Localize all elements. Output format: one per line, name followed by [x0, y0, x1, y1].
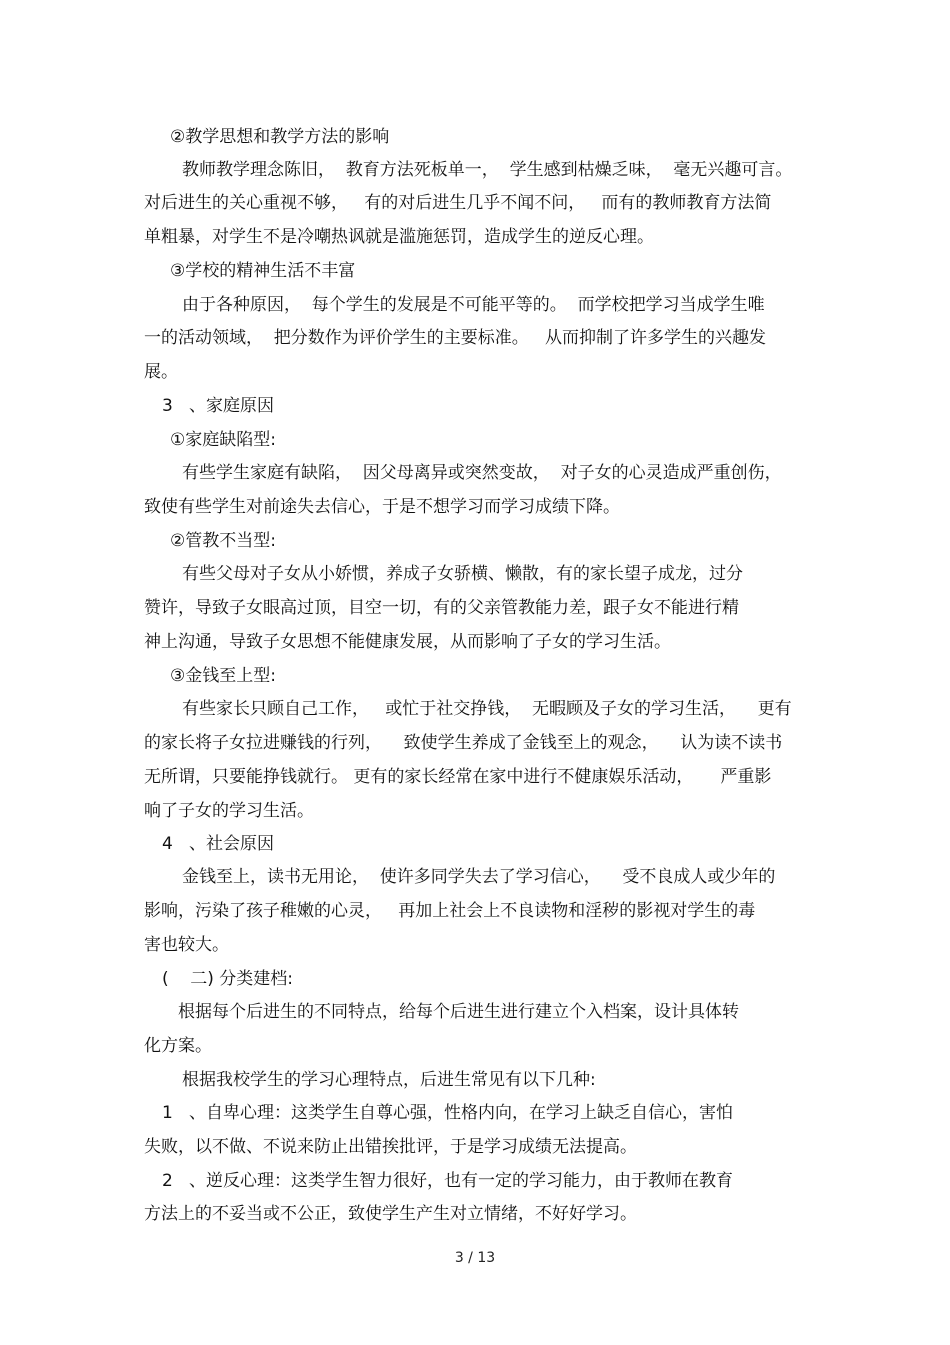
paragraph-line: 单粗暴，对学生不是冷嘲热讽就是滥施惩罚，造成学生的逆反心理。	[144, 227, 654, 247]
paragraph-line: 有些学生家庭有缺陷， 因父母离异或突然变故， 对子女的心灵造成严重创伤，	[182, 463, 782, 483]
paragraph-line: 影响，污染了孩子稚嫩的心灵， 再加上社会上不良读物和淫秽的影视对学生的毒	[144, 901, 756, 921]
paragraph-line: 一的活动领域， 把分数作为评价学生的主要标准。 从而抑制了许多学生的兴趣发	[144, 328, 767, 348]
subheading: ②教学思想和教学方法的影响	[170, 127, 390, 147]
paragraph-line: 金钱至上，读书无用论， 使许多同学失去了学习信心， 受不良成人或少年的	[182, 867, 776, 887]
list-item: 1 、自卑心理：这类学生自尊心强，性格内向，在学习上缺乏自信心，害怕	[162, 1103, 734, 1123]
paragraph-line: 根据每个后进生的不同特点，给每个后进生进行建立个入档案，设计具体转	[178, 1002, 739, 1022]
paragraph-line: 响了子女的学习生活。	[144, 801, 314, 821]
paragraph-line: 方法上的不妥当或不公正，致使学生产生对立情绪，不好好学习。	[144, 1204, 637, 1224]
paragraph-line: 有些家长只顾自己工作， 或忙于社交挣钱， 无暇顾及子女的学习生活， 更有	[182, 699, 792, 719]
subheading: ③金钱至上型:	[170, 666, 276, 686]
list-item: 2 、逆反心理：这类学生智力很好，也有一定的学习能力，由于教师在教育	[162, 1171, 734, 1191]
paragraph-line: 对后进生的关心重视不够， 有的对后进生几乎不闻不问， 而有的教师教育方法简	[144, 193, 772, 213]
paragraph-line: 化方案。	[144, 1036, 212, 1056]
paragraph-line: 根据我校学生的学习心理特点，后进生常见有以下几种:	[182, 1070, 596, 1090]
subheading: ②管教不当型:	[170, 531, 276, 551]
paragraph-line: 赞许，导致子女眼高过顶，目空一切，有的父亲管教能力差，跟子女不能进行精	[144, 598, 739, 618]
paragraph-line: 失败，以不做、不说来防止出错挨批评，于是学习成绩无法提高。	[144, 1137, 637, 1157]
paragraph-line: 有些父母对子女从小娇惯，养成子女骄横、懒散，有的家长望子成龙，过分	[182, 564, 743, 584]
paragraph-line: 神上沟通，导致子女思想不能健康发展，从而影响了子女的学习生活。	[144, 632, 671, 652]
section-heading: ( 二) 分类建档:	[162, 969, 294, 989]
section-heading: 4 、社会原因	[162, 834, 275, 854]
paragraph-line: 教师教学理念陈旧， 教育方法死板单一， 学生感到枯燥乏味， 毫无兴趣可言。	[182, 160, 793, 180]
page-number: 3 / 13	[454, 1250, 496, 1266]
paragraph-line: 致使有些学生对前途失去信心，于是不想学习而学习成绩下降。	[144, 497, 620, 517]
paragraph-line: 由于各种原因， 每个学生的发展是不可能平等的。 而学校把学习当成学生唯	[182, 295, 765, 315]
paragraph-line: 展。	[144, 362, 178, 382]
paragraph-line: 的家长将子女拉进赚钱的行列， 致使学生养成了金钱至上的观念， 认为读不读书	[144, 733, 783, 753]
section-heading: 3 、家庭原因	[162, 396, 275, 416]
paragraph-line: 无所谓，只要能挣钱就行。 更有的家长经常在家中进行不健康娱乐活动， 严重影	[144, 767, 772, 787]
subheading: ①家庭缺陷型:	[170, 430, 276, 450]
paragraph-line: 害也较大。	[144, 935, 229, 955]
subheading: ③学校的精神生活不丰富	[170, 261, 356, 281]
